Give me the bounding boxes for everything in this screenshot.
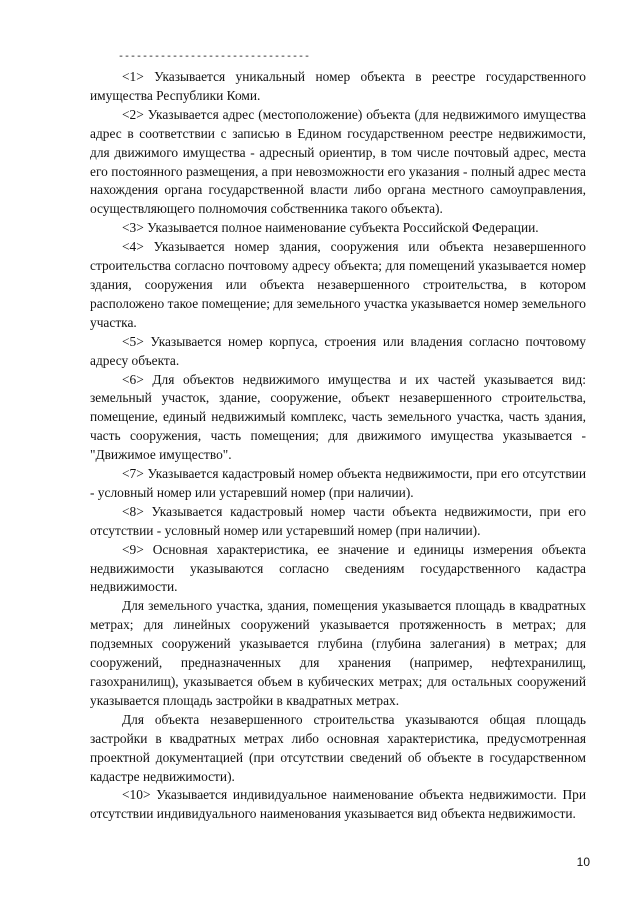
footnote-10: <10> Указывается индивидуальное наименование объекта недвижимости. При отсутствии индивидуального наименования указывается вид объекта недвижимости.	[90, 787, 586, 822]
footnote-separator: --------------------------------	[118, 52, 311, 63]
footnote-9-area-paragraph: Для земельного участка, здания, помещения указывается площадь в квадратных метрах; для линейных сооружений указывается протяженность в метрах; для подземных сооружений указывается глубина (глубина залегания) в метрах; для сооружений, предназначенных для хранения (например, нефтехранилищ, газохранилищ), указывается объем в кубических метрах; для остальных сооружений указывается площадь застройки в квадратных метрах.	[90, 598, 586, 708]
footnote-4: <4> Указывается номер здания, сооружения или объекта незавершенного строительства согласно почтовому адресу объекта; для помещений указывается номер здания, сооружения или объекта незавершенного строительства, в котором расположено такое помещение; для земельного участка указывается номер земельного участка.	[90, 239, 586, 330]
footnotes-body	[90, 68, 586, 824]
footnote-2: <2> Указывается адрес (местоположение) объекта (для недвижимого имущества адрес в соответствии с записью в Едином государственном реестре недвижимости, для движимого имущества - адресный ориентир, в том числе почтовый адрес, места его постоянного размещения, а при невозможности его указания - полный адрес места нахождения органа государственной власти либо органа местного самоуправления, осуществляющего полномочия собственника такого объекта).	[90, 106, 586, 217]
footnote-8: <8> Указывается кадастровый номер части объекта недвижимости, при его отсутствии - условный номер или устаревший номер (при наличии).	[90, 503, 586, 538]
footnote-9: <9> Основная характеристика, ее значение и единицы измерения объекта недвижимости указываются согласно сведениям государственного кадастра недвижимости.	[90, 541, 586, 595]
page-number: 10	[576, 855, 590, 869]
footnote-6: <6> Для объектов недвижимого имущества и их частей указывается вид: земельный участок, здание, сооружение, объект незавершенного строительства, помещение, единый недвижимый комплекс, часть земельного участка, часть здания, часть сооружения, часть помещения; для движимого имущества указывается - "Движимое имущество".	[90, 371, 586, 463]
footnote-1: <1> Указывается уникальный номер объекта в реестре государственного имущества Республики Коми.	[90, 69, 586, 103]
footnote-3: <3> Указывается полное наименование субъекта Российской Федерации.	[122, 220, 539, 236]
footnote-7: <7> Указывается кадастровый номер объекта недвижимости, при его отсутствии - условный номер или устаревший номер (при наличии).	[90, 466, 586, 500]
footnote-9-construction-paragraph: Для объекта незавершенного строительства указываются общая площадь застройки в квадратных метрах либо основная характеристика, предусмотренная проектной документацией (при отсутствии сведений об объекте в государственном кадастре недвижимости).	[90, 711, 586, 784]
footnote-5: <5> Указывается номер корпуса, строения или владения согласно почтовому адресу объекта.	[90, 333, 586, 368]
